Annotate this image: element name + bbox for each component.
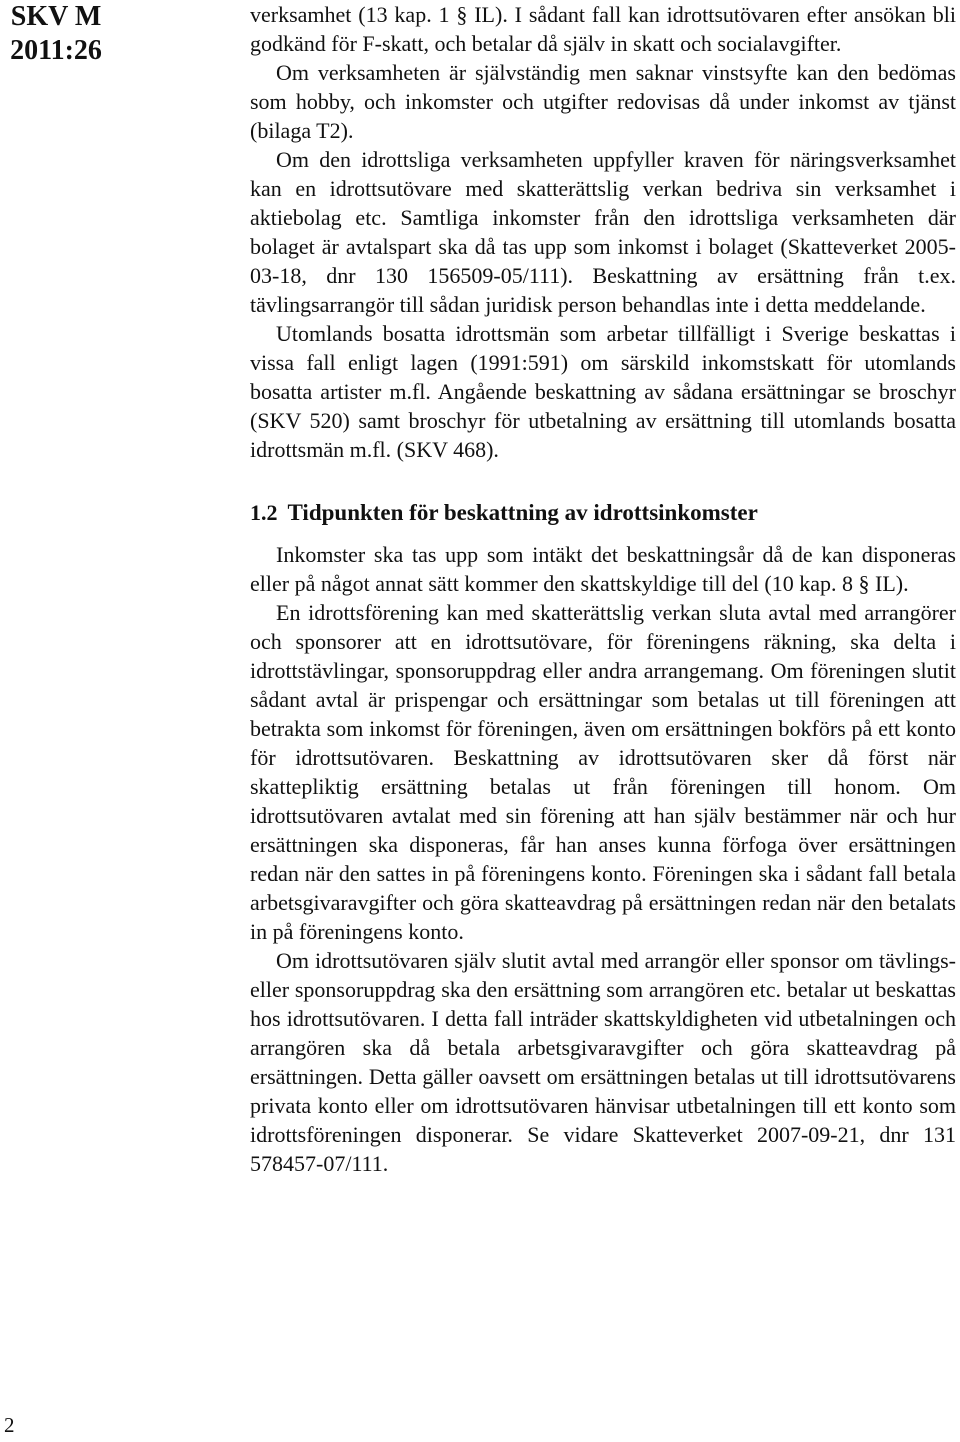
- section-title: Tidpunkten för beskattning av idrottsinkomster: [287, 500, 758, 525]
- section-number: 1.2: [250, 500, 278, 525]
- paragraph-continuation: verksamhet (13 kap. 1 § IL). I sådant fall kan idrottsutövaren efter ansökan bli godkänd för F-skatt, och betalar då själv in skatt och socialavgifter.: [250, 2, 956, 56]
- page-number: 2: [4, 1413, 15, 1437]
- paragraph-utomlands: Utomlands bosatta idrottsmän som arbetar tillfälligt i Sverige beskattas i vissa fall enligt lagen (1991:591) om särskild inkomstskatt för utomlands bosatta artister m.fl. Angående beskattning av sådana ersättningar se broschyr (SKV 520) samt broschyr för utbetalning av ersättning till utomlands bosatta idrottsmän m.fl. (SKV 468).: [250, 321, 956, 462]
- document-body: [250, 0, 956, 1178]
- document-series: SKV M: [10, 1, 102, 32]
- document-number: 2011:26: [10, 35, 102, 66]
- section-heading: [250, 498, 956, 527]
- paragraph-idrottsforening: En idrottsförening kan med skatterättslig verkan sluta avtal med arrangörer och sponsorer att en idrottsutövare, för föreningens räkning, ska delta i idrottstävlingar, sponsoruppdrag eller andra arrangemang. Om föreningen slutit sådant avtal är prispengar och ersättningar som betalas ut till föreningen att betrakta som inkomst för föreningen, även om ersättningen bokförs på ett konto för idrottsutövaren. Beskattning av idrottsutövaren sker då först när skattepliktig ersättning betalas ut från föreningen till honom. Om idrottsutövaren avtalat med sin förening att han själv bestämmer när och hur ersättningen ska disponeras, får han anses kunna förfoga över ersättningen redan när den sattes in på föreningens konto. Föreningen ska i sådant fall betala arbetsgivaravgifter och göra skatteavdrag på ersättningen redan när den betalats in på föreningens konto.: [250, 600, 956, 944]
- paragraph-hobby: Om verksamheten är självständig men saknar vinstsyfte kan den bedömas som hobby, och inkomster och utgifter redovisas då under inkomst av tjänst (bilaga T2).: [250, 60, 956, 143]
- paragraph-aktiebolag: Om den idrottsliga verksamheten uppfyller kraven för näringsverksamhet kan en idrottsutövare med skatterättslig verkan bedriva sin verksamhet i aktiebolag etc. Samtliga inkomster från den idrottsliga verksamheten där bolaget är avtalspart ska då tas upp som inkomst i bolaget (Skatteverket 2005-03-18, dnr 130 156509-05/111). Beskattning av ersättning från t.ex. tävlingsarrangör till sådan juridisk person behandlas inte i detta meddelande.: [250, 147, 956, 317]
- paragraph-inkomster: Inkomster ska tas upp som intäkt det beskattningsår då de kan disponeras eller på något annat sätt kommer den skattskyldige till del (10 kap. 8 § IL).: [250, 542, 956, 596]
- document-identifier: [4, 0, 108, 68]
- paragraph-eget-avtal: Om idrottsutövaren själv slutit avtal med arrangör eller sponsor om tävlings- eller sponsoruppdrag ska den ersättning som arrangören etc. betalar ut beskattas hos idrottsutövaren. I detta fall inträder skattskyldigheten vid utbetalningen och arrangören ska då betala arbetsgivaravgifter och göra skatteavdrag på ersättningen. Detta gäller oavsett om ersättningen betalas ut till idrottsutövarens privata konto eller om idrottsutövaren hänvisar utbetalningen till ett konto som idrottsföreningen disponerar. Se vidare Skatteverket 2007-09-21, dnr 131 578457-07/111.: [250, 948, 956, 1176]
